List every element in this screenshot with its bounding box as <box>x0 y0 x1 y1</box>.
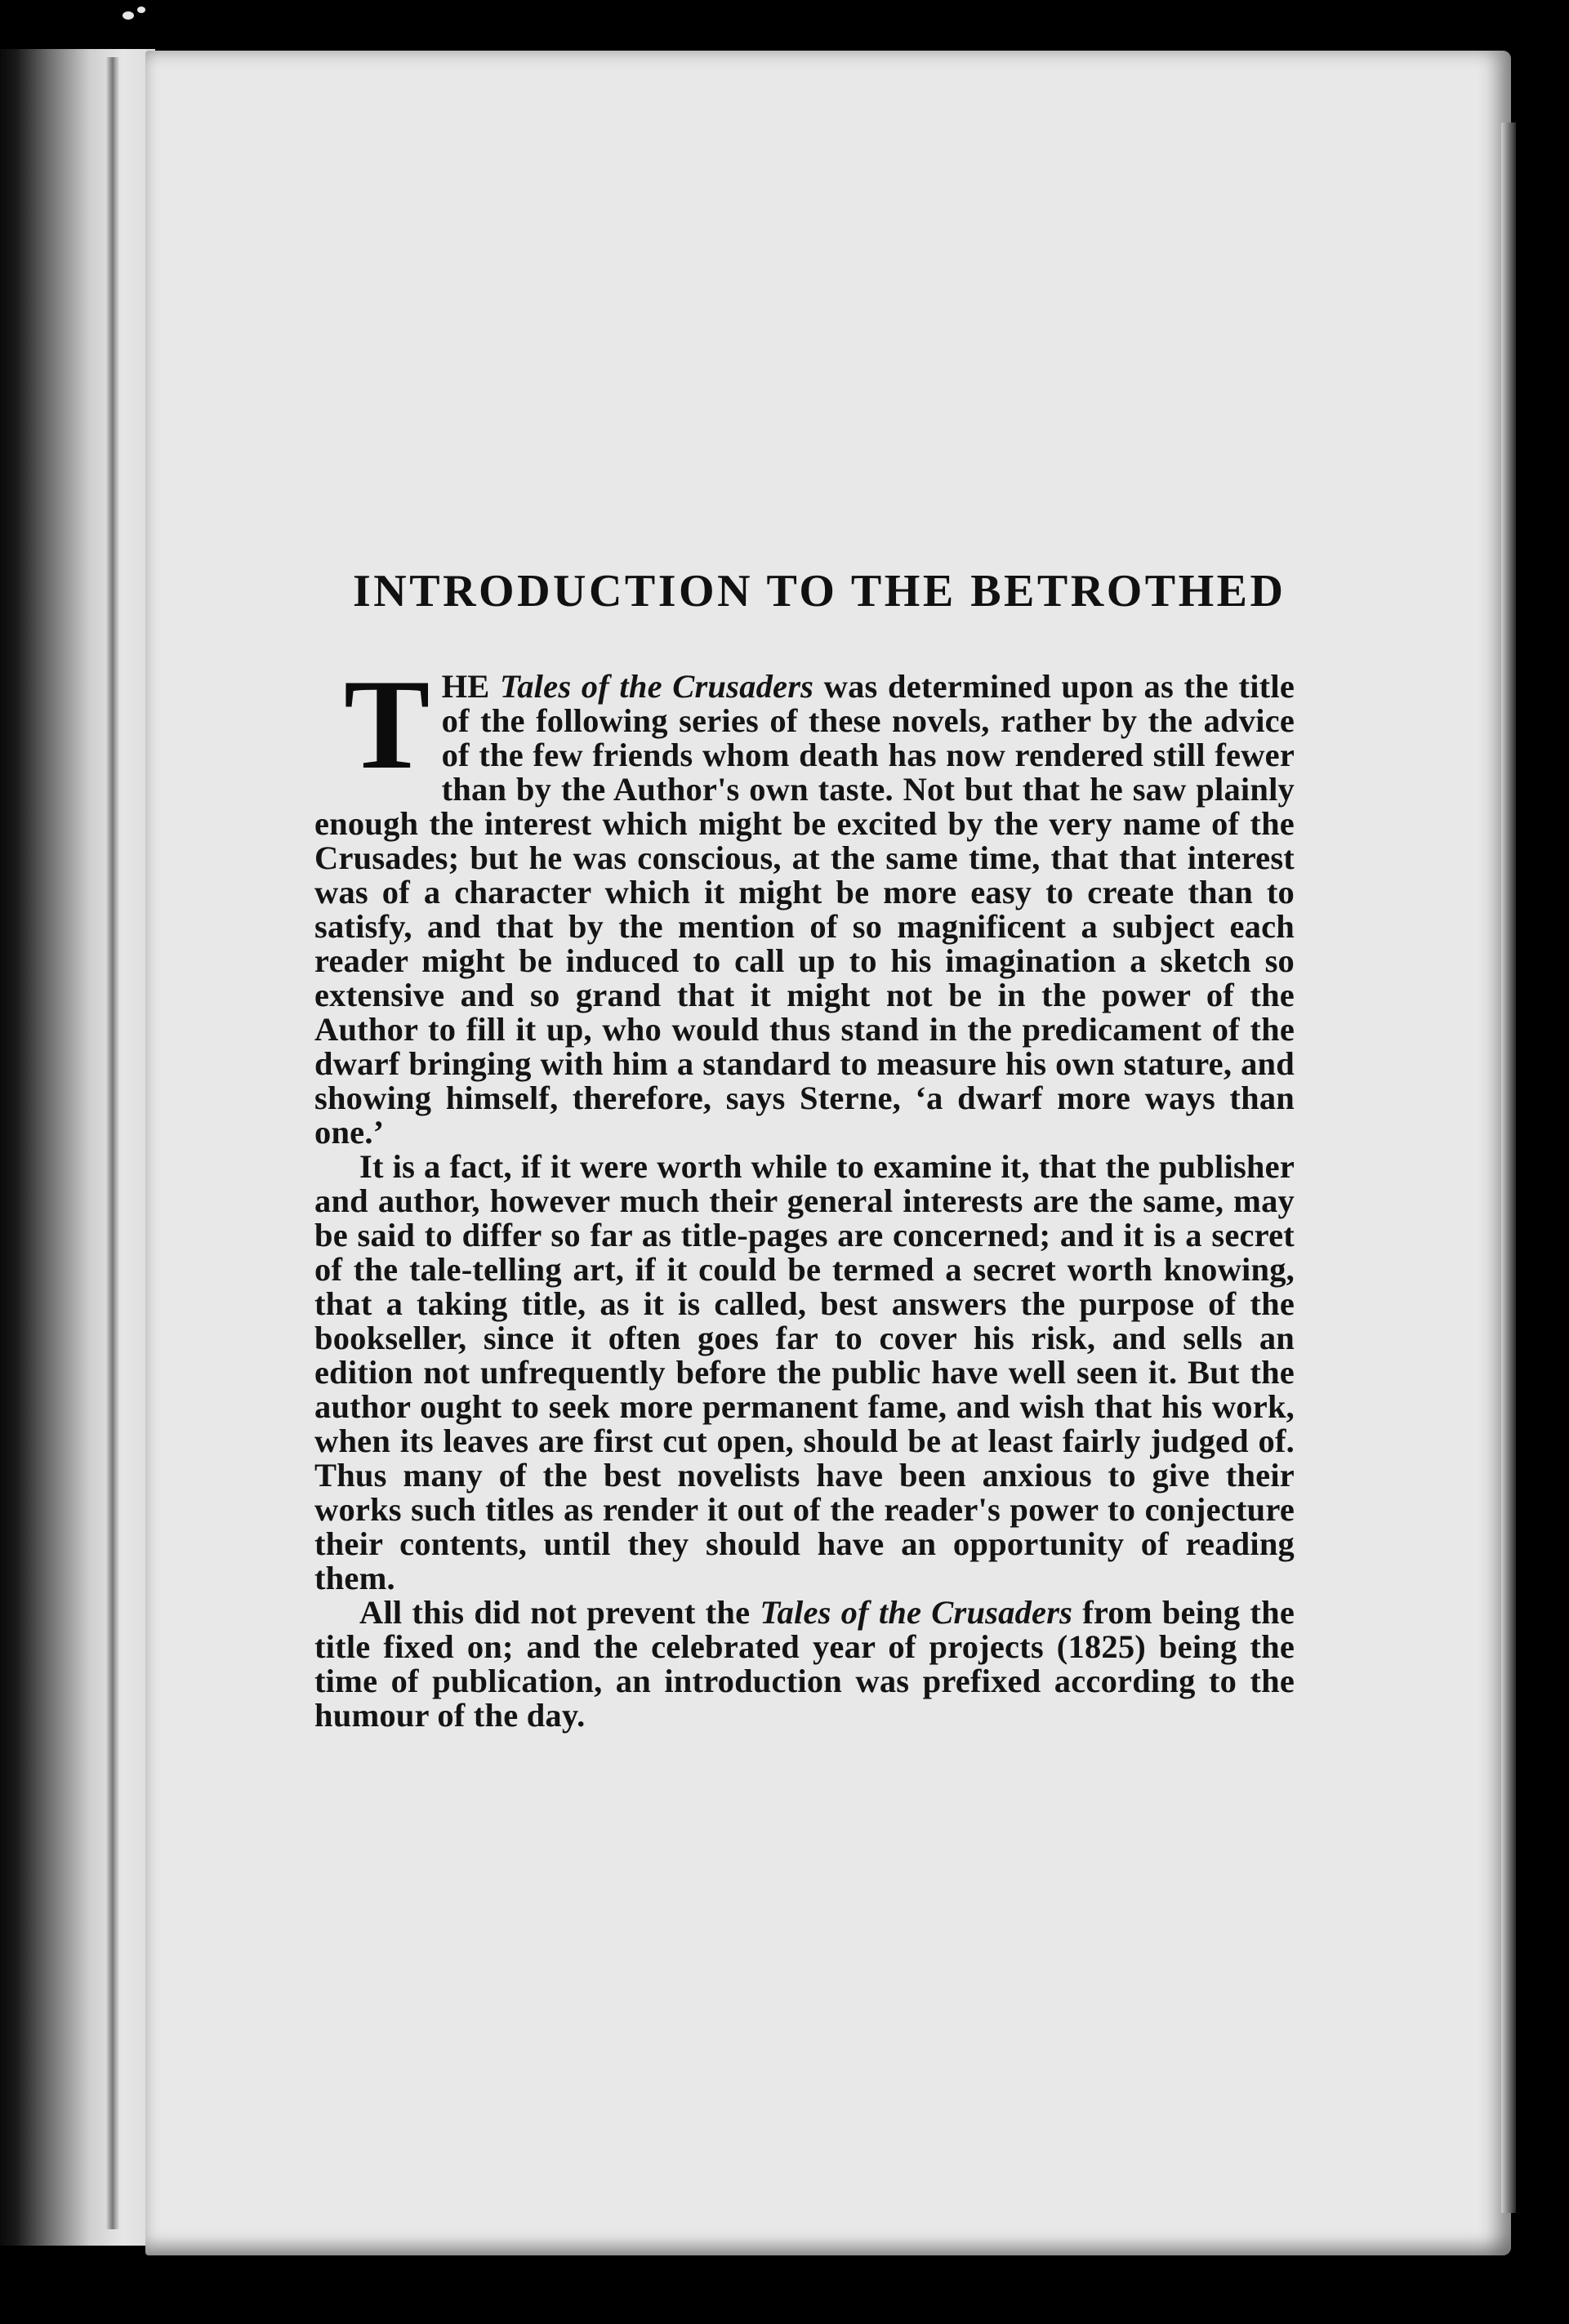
paragraph-1-lead: HE <box>441 668 501 705</box>
scan-speck <box>123 11 134 20</box>
paragraph-3-rest: from being the title fixed on; and the celebrated year of projects (1825) being the time of publication, an introduction was prefixed according to the humour of the day. <box>314 1594 1295 1734</box>
scan-speck <box>137 7 145 13</box>
paragraph-3-lead: All this did not prevent the <box>359 1594 760 1631</box>
binding-gutter <box>0 49 155 2246</box>
page-edge-shadow <box>1501 122 1516 2213</box>
paragraph-1-italic-title: Tales of the Crusaders <box>500 668 814 705</box>
binding-crease <box>106 57 119 2229</box>
paragraph-3-italic-title: Tales of the Crusaders <box>760 1594 1073 1631</box>
paragraph-3 <box>314 1596 1295 1733</box>
paragraph-2: It is a fact, if it were worth while to examine it, that the publisher and author, however much their general interests are the same, may be said to differ so far as title-pages are concerned; and it is a secret of the tale-telling art, if it could be termed a secret worth knowing, that a taking title, as it is called, best answers the purpose of the bookseller, since it often goes far to cover his risk, and sells an edition not unfrequently before the public have well seen it. But the author ought to seek more permanent fame, and wish that his work, when its leaves are first cut open, should be at least fairly judged of. Thus many of the best novelists have been anxious to give their works such titles as render it out of the reader's power to conjecture their contents, until they should have an opportunity of reading them. <box>314 1148 1295 1596</box>
chapter-title: INTRODUCTION TO THE BETROTHED <box>353 566 1286 617</box>
body-text <box>314 653 1295 1734</box>
paragraph-1 <box>314 653 1295 1151</box>
drop-cap-letter: T <box>344 653 430 796</box>
paragraph-1-rest: was determined upon as the title of the following series of these novels, rather by the advice of the few friends whom death has now rendered still fewer than by the Author's own taste. Not but that he saw plainly enough the interest which might be excited by the very name of the Crusades; but he was conscious, at the same time, that that interest was of a character which it might be more easy to create than to satisfy, and that by the mention of so magnificent a subject each reader might be induced to call up to his imagination a sketch so extensive and so grand that it might not be in the power of the Author to fill it up, who would thus stand in the predicament of the dwarf bringing with him a standard to measure his own stature, and showing himself, therefore, says Sterne, ‘a dwarf more ways than one.’ <box>314 668 1295 1151</box>
